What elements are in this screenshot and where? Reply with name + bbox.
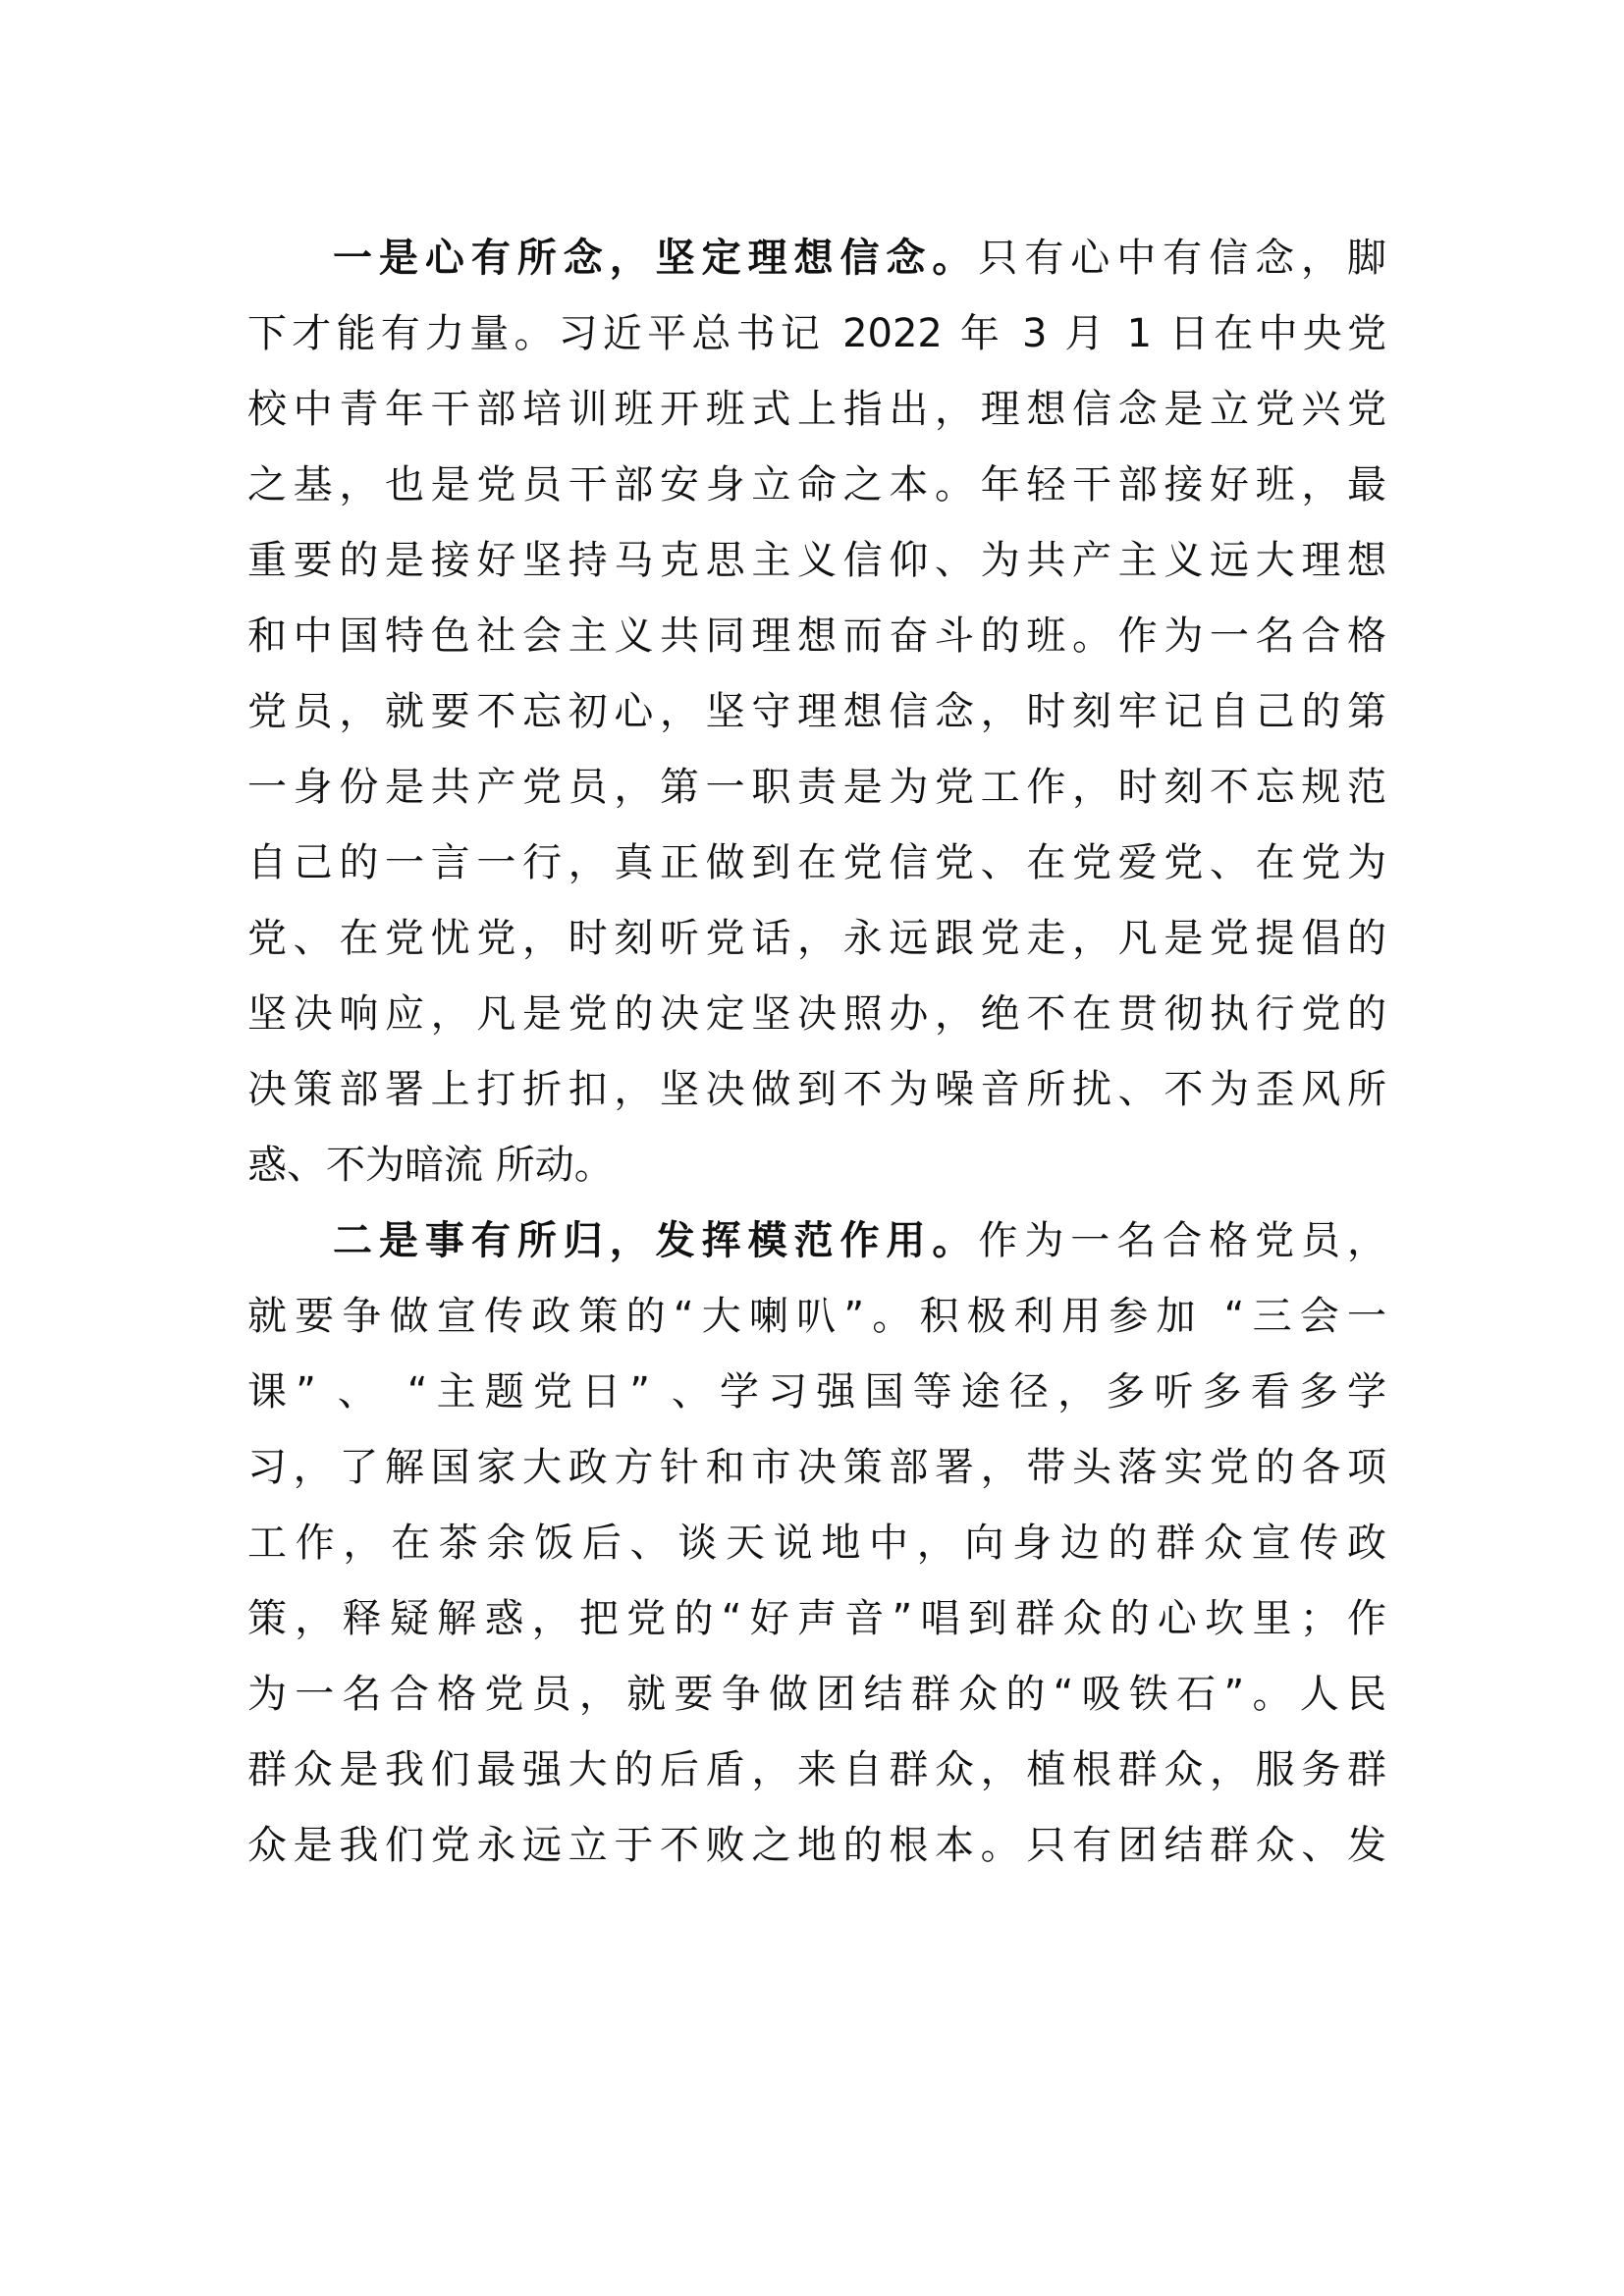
text-line: 一身份是共产党员，第一职责是为党工作，时刻不忘规范	[247, 765, 1386, 810]
text-line: 党、在党忧党，时刻听党话，永远跟党走，凡是党提倡的	[247, 916, 1386, 961]
text-line: 二是事有所归，发挥模范作用。作为一名合格党员，	[326, 1218, 1387, 1263]
text-line: 众是我们党永远立于不败之地的根本。只有团结群众、发	[247, 1823, 1386, 1868]
text-line: 重要的是接好坚持马克思主义信仰、为共产主义远大理想	[247, 538, 1386, 583]
text-line: 校中青年干部培训班开班式上指出，理想信念是立党兴党	[247, 387, 1386, 432]
document-body	[247, 221, 1386, 1884]
text-line: 为一名合格党员，就要争做团结群众的“吸铁石”。人民	[247, 1672, 1386, 1717]
text-line: 之基，也是党员干部安身立命之本。年轻干部接好班，最	[247, 462, 1386, 507]
text-line: 策，释疑解惑，把党的“好声音”唱到群众的心坎里；作	[247, 1596, 1386, 1641]
text-line: 下才能有力量。习近平总书记 2022 年 3 月 1 日在中央党	[247, 311, 1386, 356]
paragraph-1	[247, 221, 1386, 1203]
paragraph-heading: 二是事有所归，发挥模范作用。	[326, 1218, 979, 1263]
text-line: 群众是我们最强大的后盾，来自群众，植根群众，服务群	[247, 1747, 1386, 1792]
text-line: 自己的一言一行，真正做到在党信党、在党爱党、在党为	[247, 840, 1386, 885]
text-line: 工作，在茶余饭后、谈天说地中，向身边的群众宣传政	[247, 1521, 1386, 1566]
paragraph-heading: 一是心有所念，坚定理想信念。	[326, 236, 979, 281]
paragraph-2	[247, 1203, 1386, 1884]
text-line: 党员，就要不忘初心，坚守理想信念，时刻牢记自己的第	[247, 689, 1386, 734]
text-line: 一是心有所念，坚定理想信念。只有心中有信念，脚	[326, 236, 1387, 281]
text-line: 习，了解国家大政方针和市决策部署，带头落实党的各项	[247, 1445, 1386, 1490]
text-line: 坚决响应，凡是党的决定坚决照办，绝不在贯彻执行党的	[247, 991, 1386, 1037]
text-line: 决策部署上打折扣，坚决做到不为噪音所扰、不为歪风所	[247, 1067, 1386, 1112]
text-line: 惑、不为暗流 所动。	[247, 1143, 614, 1188]
text-line: 就要争做宣传政策的“大喇叭”。积极利用参加 “三会一	[247, 1294, 1386, 1339]
text-line: 课” 、 “主题党日” 、学习强国等途径，多听多看多学	[247, 1369, 1386, 1415]
text-line: 和中国特色社会主义共同理想而奋斗的班。作为一名合格	[247, 614, 1386, 659]
